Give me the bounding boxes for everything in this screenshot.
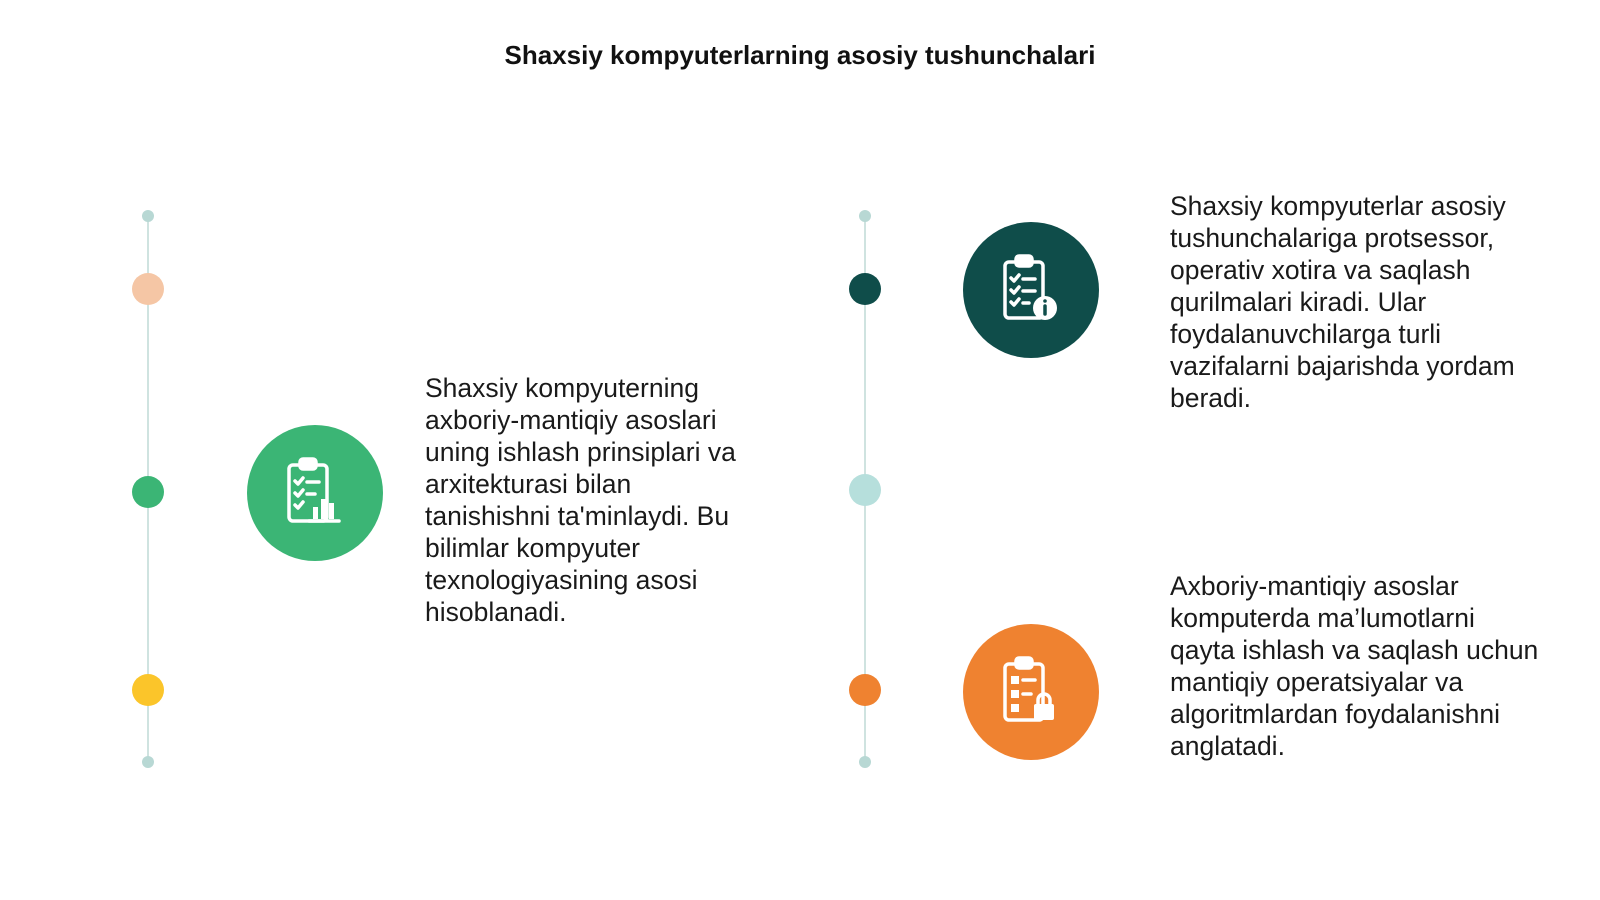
clipboard-chart-icon-circle (247, 425, 383, 561)
right-timeline-dot-3 (849, 674, 881, 706)
clipboard-info-icon-circle (963, 222, 1099, 358)
left-timeline-end-dot (142, 756, 154, 768)
clipboard-lock-icon (991, 652, 1071, 732)
right-timeline-start-dot (859, 210, 871, 222)
item-2-text: Shaxsiy kompyuterlar asosiy tushunchalariga protsessor, operativ xotira va saqlash qurilmalari kiradi. Ular foydalanuvchilarga turli vazifalarni bajarishda yordam beradi. (1170, 191, 1515, 413)
right-timeline-dot-1 (849, 273, 881, 305)
clipboard-lock-icon-circle (963, 624, 1099, 760)
left-timeline-dot-1 (132, 273, 164, 305)
left-timeline (128, 210, 168, 770)
right-timeline-end-dot (859, 756, 871, 768)
item-3-text: Axboriy-mantiqiy asoslar komputerda ma’lumotlarni qayta ishlash va saqlash uchun mantiqiy operatsiyalar va algoritmlardan foydalanishni anglatadi. (1170, 571, 1539, 761)
left-timeline-dot-3 (132, 674, 164, 706)
left-timeline-dot-2 (132, 476, 164, 508)
right-timeline (845, 210, 885, 770)
clipboard-chart-icon (275, 453, 355, 533)
page-title: Shaxsiy kompyuterlarning asosiy tushunchalari (504, 40, 1096, 70)
item-1-text: Shaxsiy kompyuterning axboriy-mantiqiy asoslari uning ishlash prinsiplari va arxitekturasi bilan tanishishni ta'minlaydi. Bu bilimlar kompyuter texnologiyasining asosi hisoblanadi. (425, 373, 736, 627)
clipboard-info-icon (991, 250, 1071, 330)
right-timeline-dot-2 (849, 474, 881, 506)
left-timeline-start-dot (142, 210, 154, 222)
